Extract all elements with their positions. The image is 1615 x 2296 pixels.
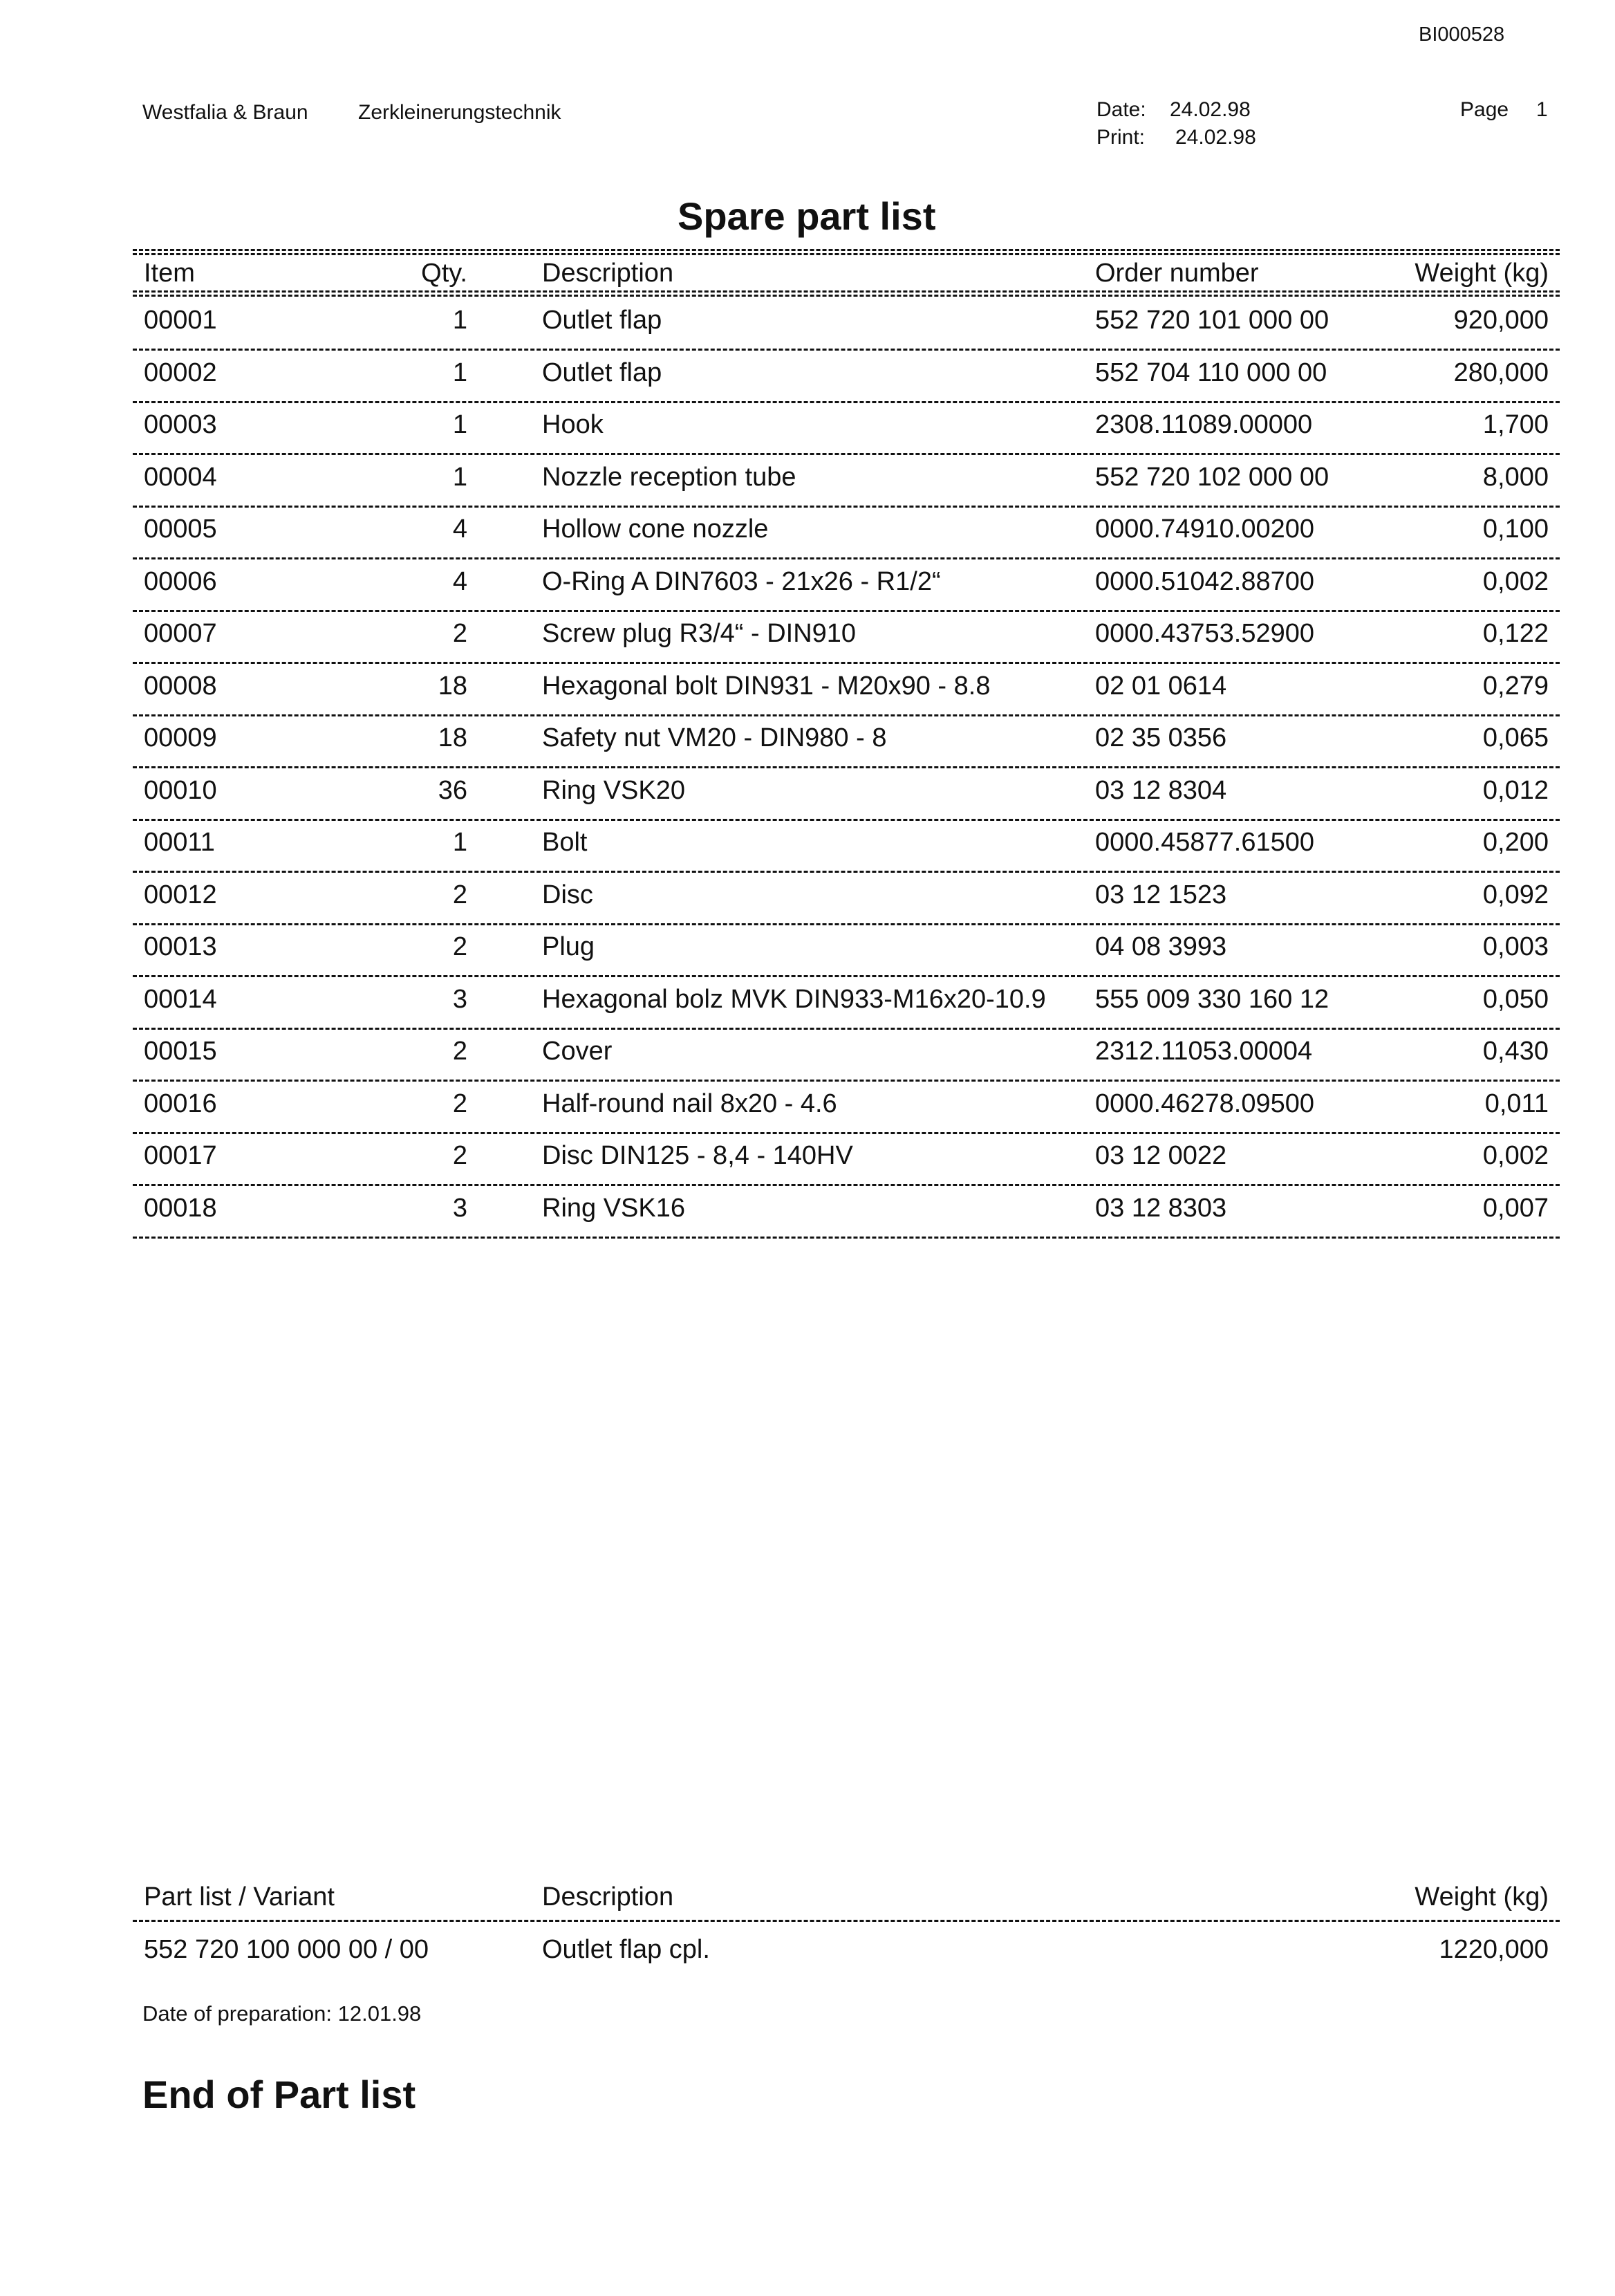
cell-qty: 2 — [452, 932, 467, 961]
table-header-rule — [133, 290, 1560, 297]
cell-order-number: 0000.74910.00200 — [1095, 515, 1314, 544]
cell-item: 00003 — [144, 410, 217, 439]
row-separator — [133, 923, 1560, 925]
footer-variant-value: 552 720 100 000 00 / 00 — [144, 1935, 429, 1964]
cell-weight: 0,122 — [1482, 619, 1549, 648]
end-of-list-heading: End of Part list — [142, 2073, 416, 2116]
cell-weight: 0,011 — [1484, 1089, 1549, 1118]
cell-order-number: 0000.43753.52900 — [1095, 619, 1314, 648]
cell-description: O-Ring A DIN7603 - 21x26 - R1/2“ — [542, 566, 941, 596]
cell-qty: 1 — [452, 410, 467, 439]
cell-qty: 1 — [452, 306, 467, 335]
page-title: Spare part list — [678, 194, 936, 238]
row-separator — [133, 871, 1560, 873]
cell-order-number: 552 720 102 000 00 — [1095, 462, 1329, 492]
row-separator — [133, 1237, 1560, 1239]
row-separator — [133, 819, 1560, 821]
footer-rule — [133, 1920, 1560, 1922]
cell-item: 00011 — [144, 828, 215, 857]
column-header-weight: Weight (kg) — [1415, 259, 1549, 288]
footer-weight-value: 1220,000 — [1439, 1935, 1549, 1964]
cell-qty: 2 — [452, 1089, 467, 1118]
cell-item: 00010 — [144, 775, 217, 805]
cell-weight: 0,007 — [1482, 1193, 1549, 1223]
cell-qty: 4 — [452, 566, 467, 596]
column-header-description: Description — [542, 259, 674, 288]
document-id: BI000528 — [1419, 24, 1505, 46]
cell-item: 00004 — [144, 462, 217, 492]
row-separator — [133, 453, 1560, 455]
row-separator — [133, 506, 1560, 508]
page-label: Page — [1460, 98, 1509, 121]
cell-qty: 1 — [452, 462, 467, 492]
cell-qty: 2 — [452, 880, 467, 909]
cell-qty: 18 — [438, 723, 467, 752]
cell-qty: 1 — [452, 358, 467, 387]
cell-weight: 920,000 — [1453, 306, 1549, 335]
cell-order-number: 03 12 8304 — [1095, 775, 1227, 805]
cell-weight: 0,200 — [1482, 828, 1549, 857]
cell-weight: 0,002 — [1482, 566, 1549, 596]
cell-order-number: 552 704 110 000 00 — [1095, 358, 1327, 387]
cell-weight: 0,003 — [1482, 932, 1549, 961]
cell-qty: 2 — [452, 1037, 467, 1066]
cell-item: 00009 — [144, 723, 217, 752]
row-separator — [133, 662, 1560, 664]
preparation-date: Date of preparation: 12.01.98 — [142, 2001, 422, 2026]
cell-item: 00005 — [144, 515, 217, 544]
cell-order-number: 02 01 0614 — [1095, 671, 1227, 701]
cell-weight: 0,050 — [1482, 984, 1549, 1014]
cell-weight: 8,000 — [1482, 462, 1549, 492]
footer-weight-label: Weight (kg) — [1415, 1882, 1549, 1911]
row-separator — [133, 1080, 1560, 1082]
cell-item: 00018 — [144, 1193, 217, 1223]
cell-description: Hook — [542, 410, 604, 439]
cell-order-number: 0000.51042.88700 — [1095, 566, 1314, 596]
cell-item: 00014 — [144, 984, 217, 1014]
cell-item: 00015 — [144, 1037, 217, 1066]
date-value: 24.02.98 — [1170, 98, 1251, 121]
column-header-qty: Qty. — [421, 259, 467, 288]
cell-qty: 18 — [438, 671, 467, 701]
cell-description: Outlet flap — [542, 306, 662, 335]
cell-order-number: 0000.46278.09500 — [1095, 1089, 1314, 1118]
cell-weight: 0,430 — [1482, 1037, 1549, 1066]
cell-weight: 0,279 — [1482, 671, 1549, 701]
cell-description: Half-round nail 8x20 - 4.6 — [542, 1089, 837, 1118]
cell-order-number: 2308.11089.00000 — [1095, 410, 1313, 439]
cell-description: Outlet flap — [542, 358, 662, 387]
cell-order-number: 0000.45877.61500 — [1095, 828, 1314, 857]
table-top-rule — [133, 249, 1560, 255]
cell-weight: 0,012 — [1482, 775, 1549, 805]
cell-weight: 280,000 — [1453, 358, 1549, 387]
cell-description: Ring VSK16 — [542, 1193, 686, 1223]
column-header-item: Item — [144, 259, 195, 288]
department-name: Zerkleinerungstechnik — [358, 101, 561, 124]
cell-order-number: 02 35 0356 — [1095, 723, 1227, 752]
cell-order-number: 555 009 330 160 12 — [1095, 984, 1329, 1014]
row-separator — [133, 1132, 1560, 1134]
cell-description: Bolt — [542, 828, 588, 857]
cell-description: Screw plug R3/4“ - DIN910 — [542, 619, 857, 648]
row-separator — [133, 714, 1560, 716]
page-number: 1 — [1536, 98, 1548, 121]
cell-description: Plug — [542, 932, 595, 961]
cell-weight: 0,092 — [1482, 880, 1549, 909]
row-separator — [133, 610, 1560, 612]
row-separator — [133, 349, 1560, 351]
cell-item: 00017 — [144, 1141, 217, 1170]
cell-weight: 1,700 — [1482, 410, 1549, 439]
cell-item: 00007 — [144, 619, 217, 648]
cell-order-number: 552 720 101 000 00 — [1095, 306, 1329, 335]
cell-item: 00006 — [144, 566, 217, 596]
cell-description: Cover — [542, 1037, 613, 1066]
cell-description: Hexagonal bolz MVK DIN933-M16x20-10.9 — [542, 984, 1046, 1014]
row-separator — [133, 766, 1560, 768]
cell-description: Disc DIN125 - 8,4 - 140HV — [542, 1141, 853, 1170]
cell-item: 00002 — [144, 358, 217, 387]
cell-description: Safety nut VM20 - DIN980 - 8 — [542, 723, 887, 752]
cell-qty: 2 — [452, 619, 467, 648]
cell-item: 00016 — [144, 1089, 217, 1118]
cell-order-number: 03 12 8303 — [1095, 1193, 1227, 1223]
footer-description-label: Description — [542, 1882, 674, 1911]
cell-description: Hexagonal bolt DIN931 - M20x90 - 8.8 — [542, 671, 991, 701]
cell-qty: 36 — [438, 775, 467, 805]
date-label: Date: — [1096, 98, 1146, 121]
cell-description: Nozzle reception tube — [542, 462, 796, 492]
cell-order-number: 2312.11053.00004 — [1095, 1037, 1313, 1066]
print-value: 24.02.98 — [1175, 126, 1256, 149]
cell-qty: 1 — [452, 828, 467, 857]
cell-qty: 2 — [452, 1141, 467, 1170]
cell-weight: 0,100 — [1482, 515, 1549, 544]
row-separator — [133, 1184, 1560, 1186]
cell-weight: 0,065 — [1482, 723, 1549, 752]
cell-item: 00001 — [144, 306, 217, 335]
cell-weight: 0,002 — [1482, 1141, 1549, 1170]
row-separator — [133, 557, 1560, 559]
cell-order-number: 04 08 3993 — [1095, 932, 1227, 961]
cell-order-number: 03 12 0022 — [1095, 1141, 1227, 1170]
cell-description: Ring VSK20 — [542, 775, 686, 805]
cell-description: Disc — [542, 880, 593, 909]
cell-item: 00012 — [144, 880, 217, 909]
column-header-order-number: Order number — [1095, 259, 1259, 288]
cell-item: 00008 — [144, 671, 217, 701]
cell-order-number: 03 12 1523 — [1095, 880, 1227, 909]
print-label: Print: — [1096, 126, 1146, 149]
company-name: Westfalia & Braun — [142, 101, 308, 124]
cell-qty: 3 — [452, 984, 467, 1014]
cell-item: 00013 — [144, 932, 217, 961]
row-separator — [133, 975, 1560, 977]
footer-description-value: Outlet flap cpl. — [542, 1935, 710, 1964]
cell-description: Hollow cone nozzle — [542, 515, 769, 544]
row-separator — [133, 401, 1560, 403]
row-separator — [133, 1028, 1560, 1030]
footer-variant-label: Part list / Variant — [144, 1882, 335, 1911]
cell-qty: 3 — [452, 1193, 467, 1223]
cell-qty: 4 — [452, 515, 467, 544]
